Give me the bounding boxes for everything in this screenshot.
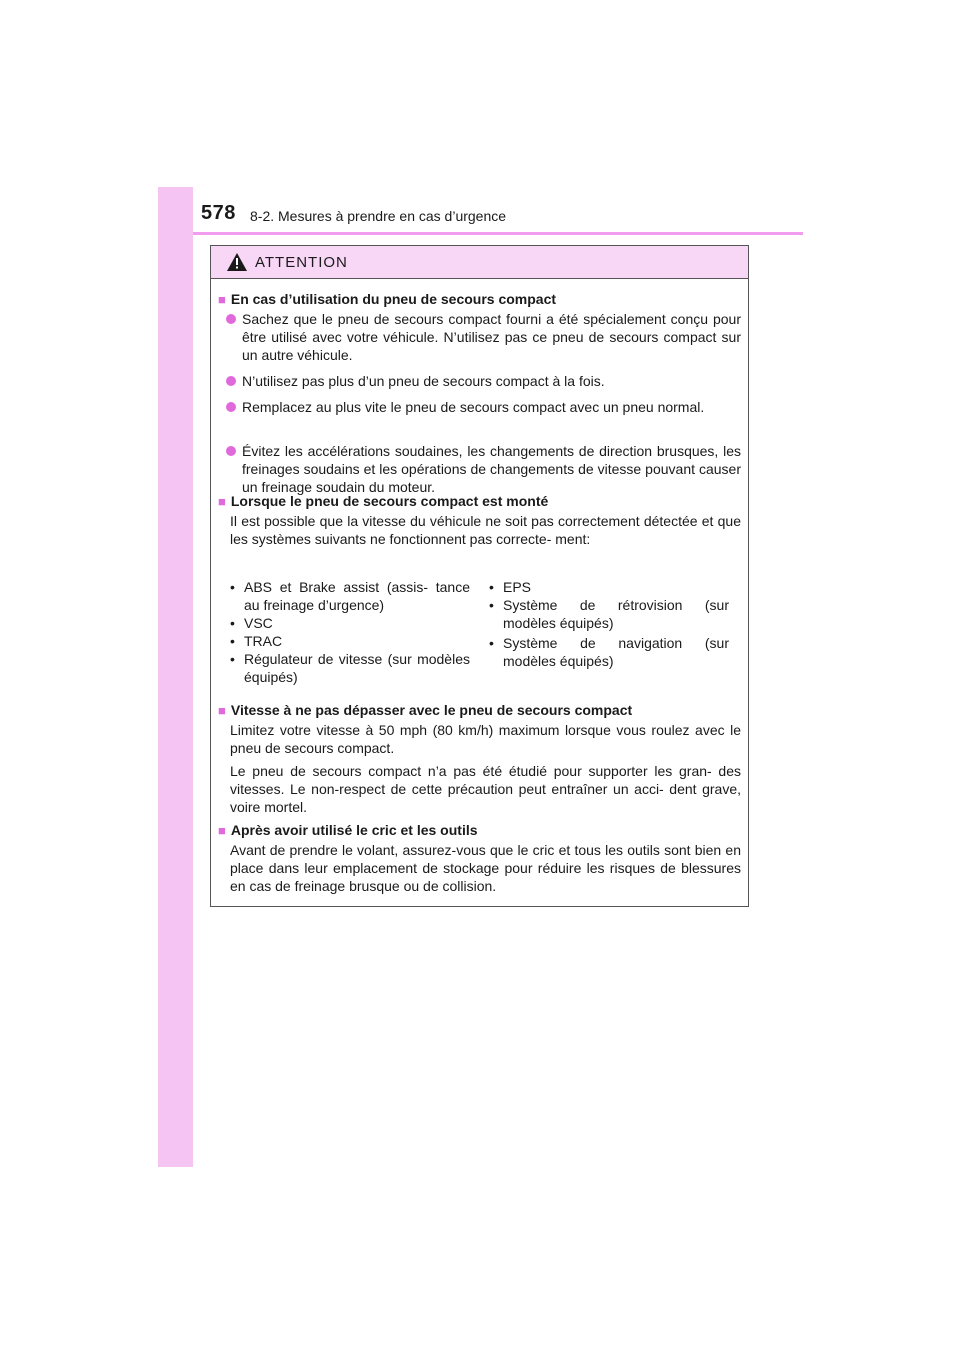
list-item: [226, 442, 741, 496]
warning-triangle-icon: [227, 253, 247, 271]
square-bullet-icon: ■: [218, 823, 226, 838]
paragraph: Le pneu de secours compact n’a pas été étudié pour supporter les gran- des vitesses. Le non-respect de cette précaution peut entraîner un acci- dent grave, voire mortel.: [230, 763, 741, 815]
paragraph: Il est possible que la vitesse du véhicule ne soit pas correctement détectée et que les systèmes suivants ne fonctionnent pas correcte- ment:: [230, 513, 741, 547]
warning-header: [211, 246, 748, 279]
square-bullet-icon: ■: [218, 703, 226, 718]
bullet-text: Remplacez au plus vite le pneu de secours compact avec un pneu normal.: [242, 399, 705, 415]
systems-list-right: [489, 578, 729, 670]
side-tab-band: [158, 187, 193, 1167]
square-bullet-icon: ■: [218, 494, 226, 509]
section-heading: [218, 290, 556, 309]
list-item: • Régulateur de vitesse (sur modèles équipés): [230, 650, 470, 686]
circle-bullet-icon: [226, 402, 236, 412]
heading-text: Après avoir utilisé le cric et les outils: [230, 822, 478, 838]
heading-text: En cas d’utilisation du pneu de secours compact: [230, 291, 557, 307]
section-heading: [218, 492, 548, 511]
section-heading: [218, 701, 632, 720]
page-number: 578: [201, 202, 236, 224]
section-heading: [218, 821, 478, 840]
list-item: [226, 310, 741, 364]
section-title: 8-2. Mesures à prendre en cas d’urgence: [250, 208, 507, 224]
list-item: • Système de navigation (sur modèles équipés): [489, 634, 729, 670]
list-item: • TRAC: [230, 632, 470, 650]
list-item: • EPS: [489, 578, 729, 596]
paragraph: Limitez votre vitesse à 50 mph (80 km/h) maximum lorsque vous roulez avec le pneu de secours compact.: [230, 722, 741, 756]
paragraph: Avant de prendre le volant, assurez-vous que le cric et tous les outils sont bien en place dans leur emplacement de stockage pour réduire les risques de blessures en cas de freinage brusque ou de collision.: [230, 842, 741, 894]
heading-text: Lorsque le pneu de secours compact est monté: [230, 493, 549, 509]
heading-text: Vitesse à ne pas dépasser avec le pneu de secours compact: [230, 702, 633, 718]
list-item: • Système de rétrovision (sur modèles équipés): [489, 596, 729, 632]
bullet-text: Évitez les accélérations soudaines, les changements de direction brusques, les freinages soudains et les opérations de changements de vitesse pouvant causer un freinage soudain du moteur.: [242, 443, 741, 495]
bullet-text: N’utilisez pas plus d’un pneu de secours compact à la fois.: [242, 373, 605, 389]
list-item: [226, 372, 741, 390]
list-item: [226, 398, 741, 416]
list-item: • VSC: [230, 614, 470, 632]
square-bullet-icon: ■: [218, 292, 226, 307]
circle-bullet-icon: [226, 376, 236, 386]
bullet-text: Sachez que le pneu de secours compact fourni a été spécialement conçu pour être utilisé avec votre véhicule. N’utilisez pas ce pneu de secours compact sur un autre véhicule.: [242, 311, 741, 363]
list-item: • ABS et Brake assist (assis- tance au freinage d’urgence): [230, 578, 470, 614]
systems-list-left: [230, 578, 470, 686]
header-divider: [193, 232, 803, 235]
circle-bullet-icon: [226, 446, 236, 456]
circle-bullet-icon: [226, 314, 236, 324]
warning-title: ATTENTION: [255, 254, 348, 271]
warning-box: [210, 245, 749, 907]
